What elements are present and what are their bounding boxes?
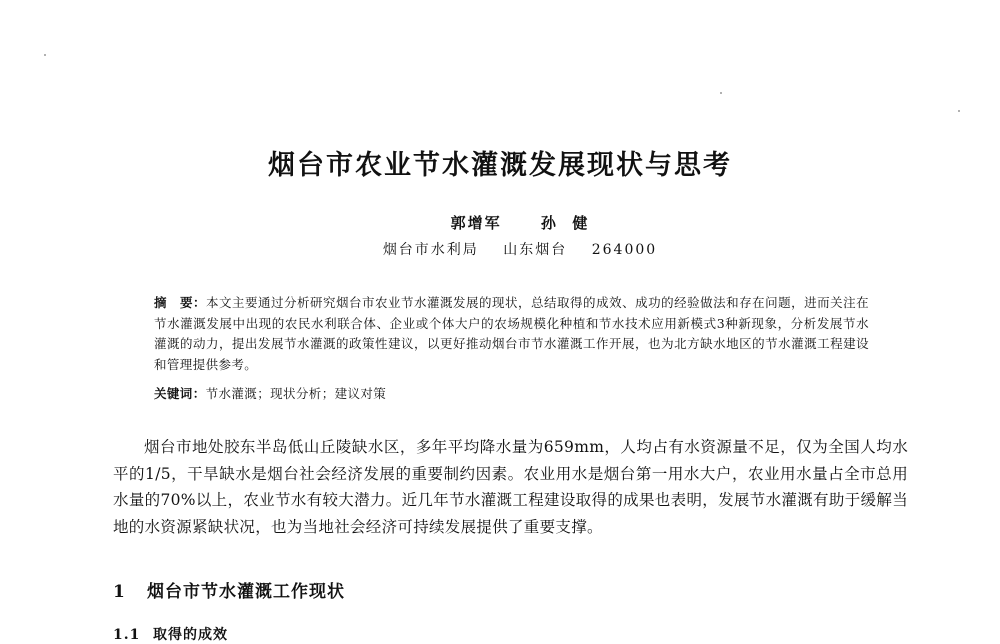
affiliation-postcode: 264000 (591, 242, 658, 258)
author-name: 孙 健 (540, 214, 590, 232)
paper-title: 烟台市农业节水灌溉发展现状与思考 (268, 150, 732, 181)
section-heading (113, 577, 345, 602)
author-name: 郭增军 (450, 214, 502, 232)
section-title: 烟台市节水灌溉工作现状 (147, 582, 345, 602)
keywords-label: 关键词： (154, 386, 206, 401)
affiliation (20, 239, 1000, 259)
subsection-title: 取得的成效 (153, 627, 228, 643)
affiliation-org: 烟台市水利局 (382, 242, 479, 258)
scan-speck (958, 110, 960, 112)
scan-speck (720, 92, 722, 94)
section-number: 1 (113, 582, 126, 602)
author-list (20, 212, 1000, 233)
scan-speck (44, 54, 46, 56)
subsection-heading (113, 624, 228, 644)
affiliation-location: 山东烟台 (503, 242, 568, 258)
abstract-label: 摘 要： (154, 295, 207, 310)
abstract (154, 293, 869, 375)
intro-paragraph: 烟台市地处胶东半岛低山丘陵缺水区，多年平均降水量为659mm，人均占有水资源量不足，仅为全国人均水平的1/5，干旱缺水是烟台社会经济发展的重要制约因素。农业用水是烟台第一用水大户，农业用水量占全市总用水量的70%以上，农业节水有较大潜力。近几年节水灌溉工程建设取得的成果也表明，发展节水灌溉有助于缓解当地的水资源紧缺状况，也为当地社会经济可持续发展提供了重要支撑。 (113, 438, 908, 536)
subsection-number: 1.1 (113, 627, 141, 643)
keywords (154, 384, 869, 404)
keywords-text: 节水灌溉；现状分析；建议对策 (205, 386, 387, 401)
abstract-text: 本文主要通过分析研究烟台市农业节水灌溉发展的现状，总结取得的成效、成功的经验做法和存在问题，进而关注在节水灌溉发展中出现的农民水利联合体、企业或个体大户的农场规模化种植和节水技术应用新模式3种新现象，分析发展节水灌溉的动力，提出发展节水灌溉的政策性建议，以更好推动烟台市节水灌溉工作开展，也为北方缺水地区的节水灌溉工程建设和管理提供参考。 (154, 295, 869, 372)
